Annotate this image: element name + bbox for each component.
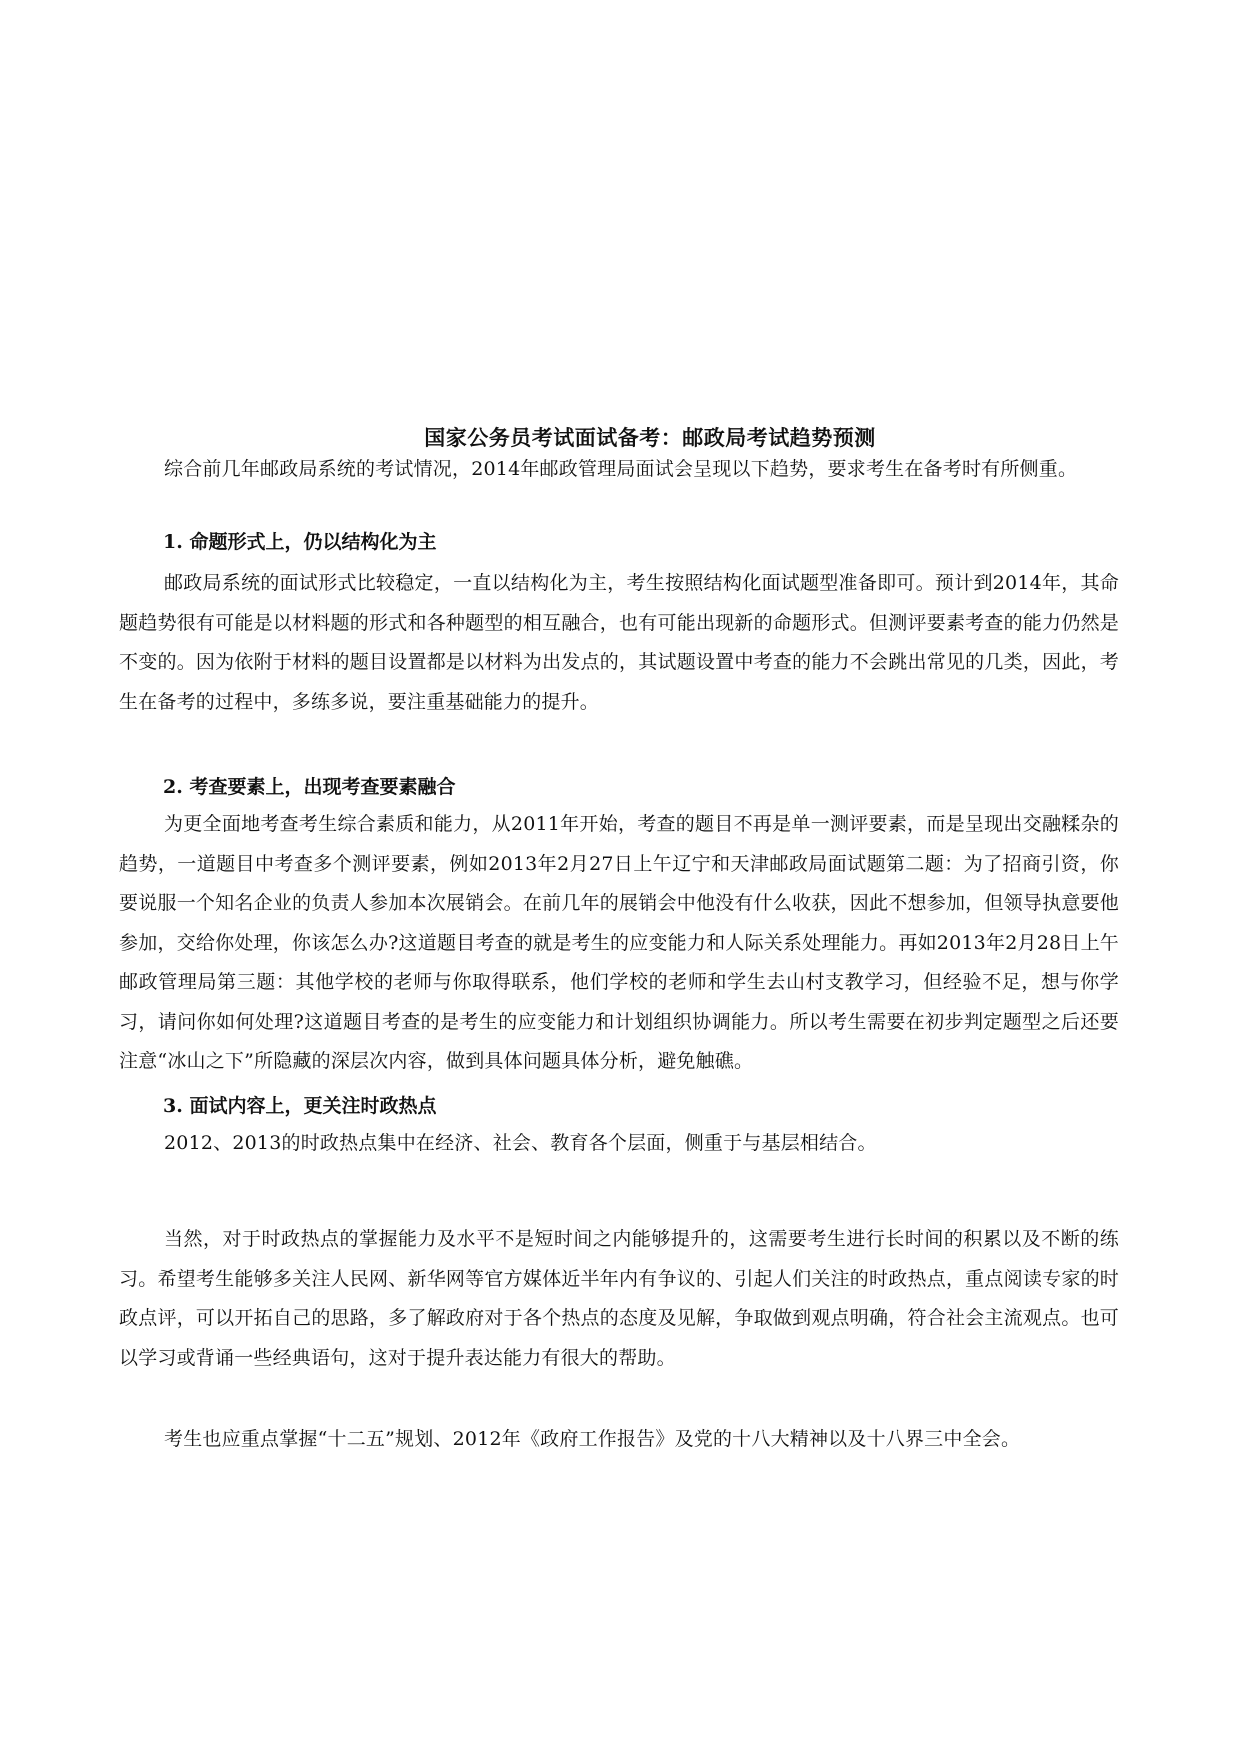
hotspot-paragraph: 当然，对于时政热点的掌握能力及水平不是短时间之内能够提升的，这需要考生进行长时间的积累以及不断的练习。希望考生能够多关注人民网、新华网等官方媒体近半年内有争议的、引起人们关注的时政热点，重点阅读专家的时政点评，可以开拓自己的思路，多了解政府对于各个热点的态度及见解，争取做到观点明确，符合社会主流观点。也可以学习或背诵一些经典语句，这对于提升表达能力有很大的帮助。 xyxy=(119,1228,1119,1369)
intro-paragraph: 综合前几年邮政局系统的考试情况，2014年邮政管理局面试会呈现以下趋势，要求考生在备考时有所侧重。 xyxy=(164,458,1078,480)
section-1-body: 邮政局系统的面试形式比较稳定，一直以结构化为主，考生按照结构化面试题型准备即可。预计到2014年，其命题趋势很有可能是以材料题的形式和各种题型的相互融合，也有可能出现新的命题形式。但测评要素考查的能力仍然是不变的。因为依附于材料的题目设置都是以材料为出发点的，其试题设置中考查的能力不会跳出常见的几类，因此，考生在备考的过程中，多练多说，要注重基础能力的提升。 xyxy=(119,572,1119,713)
section-3-heading: 3. 面试内容上，更关注时政热点 xyxy=(163,1095,437,1117)
document-title: 国家公务员考试面试备考：邮政局考试趋势预测 xyxy=(424,425,876,450)
final-paragraph: 考生也应重点掌握“十二五”规划、2012年《政府工作报告》及党的十八大精神以及十八界三中全会。 xyxy=(164,1428,1021,1450)
section-2-body: 为更全面地考查考生综合素质和能力，从2011年开始，考查的题目不再是单一测评要素，而是呈现出交融糅杂的趋势，一道题目中考查多个测评要素，例如2013年2月27日上午辽宁和天津邮政局面试题第二题：为了招商引资，你要说服一个知名企业的负责人参加本次展销会。在前几年的展销会中他没有什么收获，因此不想参加，但领导执意要他参加，交给你处理，你该怎么办?这道题目考查的就是考生的应变能力和人际关系处理能力。再如2013年2月28日上午邮政管理局第三题：其他学校的老师与你取得联系，他们学校的老师和学生去山村支教学习，但经验不足，想与你学习，请问你如何处理?这道题目考查的是考生的应变能力和计划组织协调能力。所以考生需要在初步判定题型之后还要注意“冰山之下”所隐藏的深层次内容，做到具体问题具体分析，避免触礁。 xyxy=(119,813,1119,1072)
section-3-body: 2012、2013的时政热点集中在经济、社会、教育各个层面，侧重于与基层相结合。 xyxy=(164,1132,877,1154)
section-1-heading: 1. 命题形式上，仍以结构化为主 xyxy=(163,531,437,553)
section-2-heading: 2. 考查要素上，出现考查要素融合 xyxy=(163,776,456,798)
